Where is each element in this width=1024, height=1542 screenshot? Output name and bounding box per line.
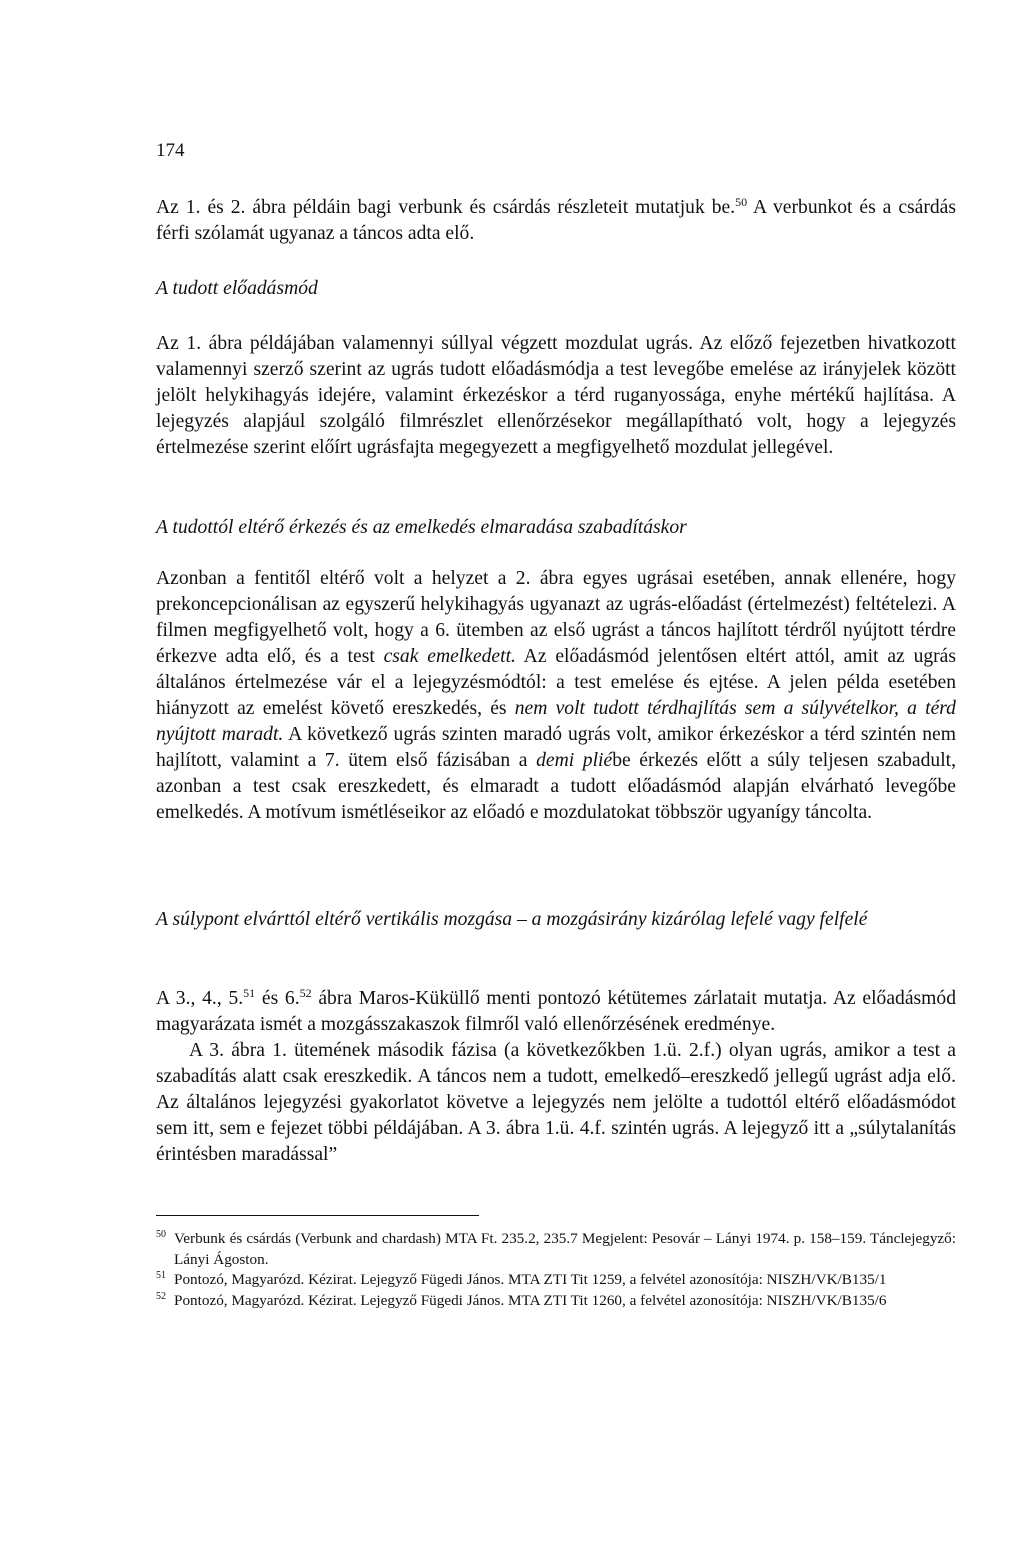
section-3-body — [156, 986, 956, 1168]
footnotes — [156, 1229, 956, 1311]
footnote-text: Verbunk és csárdás (Verbunk and chardash) MTA Ft. 235.2, 235.7 Megjelent: Pesovár – Lányi 1974. p. 158–159. Tánclejegyző: Lányi Ágoston. — [174, 1230, 956, 1268]
section-3-paragraph-1 — [156, 986, 956, 1038]
section-3-text-1c: ábra Maros-Küküllő menti pontozó kétütemes zárlatait mutatja. Az előadásmód magyarázata ismét a mozgásszakaszok filmről való ellenőrzésének eredménye. — [156, 988, 956, 1035]
intro-block — [156, 195, 956, 247]
footnote-51 — [156, 1270, 956, 1291]
section-2-heading: A tudottól eltérő érkezés és az emelkedés elmaradása szabadításkor — [156, 517, 687, 538]
section-2-text-1: Azonban a fentitől eltérő volt a helyzet a 2. ábra egyes ugrásai esetében, annak ellenére, hogy prekoncepcionálisan az egyszerű helykihagyás ugyanazt az ugrás-előadást (értelmezést) feltételezi. A filmen megfigyelhető volt, hogy a 6. ütemben az első ugrást a táncos hajlított térdről nyújtott térdre érkezve adta elő, és a test — [156, 568, 956, 667]
footnote-number: 50 — [156, 1229, 166, 1240]
section-2 — [156, 515, 956, 541]
section-3-text-1b: és 6. — [255, 988, 300, 1009]
section-1 — [156, 276, 956, 302]
section-3-heading: A súlypont elvárttól eltérő vertikális mozgása – a mozgásirány kizárólag lefelé vagy felfelé — [156, 909, 868, 930]
intro-paragraph — [156, 195, 956, 247]
section-3-paragraph-2: A 3. ábra 1. ütemének második fázisa (a következőkben 1.ü. 2.f.) olyan ugrás, amikor a test a szabadítás alatt csak ereszkedik. A táncos nem a tudott, emelkedő–ereszkedő jellegű ugrást adja elő. Az általános lejegyzési gyakorlatot követve a lejegyzés nem jelölte a tudottól eltérő előadásmódot sem itt, sem e fejezet többi példájában. A 3. ábra 1.ü. 4.f. szintén ugrás. A lejegyző itt a „súlytalanítás érintésben maradással” — [156, 1040, 956, 1165]
section-3-text-1a: A 3., 4., 5. — [156, 988, 244, 1009]
section-1-body — [156, 331, 956, 461]
section-2-text-3: A következő ugrás szinten maradó ugrás volt, amikor érkezéskor a térd szintén nem hajlított, valamint a 7. ütem első fázisában a — [156, 724, 956, 771]
section-2-body — [156, 566, 956, 826]
footnote-ref-51[interactable]: 51 — [243, 986, 256, 1000]
footnote-50 — [156, 1229, 956, 1270]
footnote-ref-50[interactable]: 50 — [735, 195, 748, 209]
section-2-text-2: Az előadásmód jelentősen eltért attól, amit az ugrás általános értelmezése vár el a lejegyzésmódtól: a test emelése és ejtése. A jelen példa esetében hiányzott az emelést követő ereszkedés, és — [156, 646, 957, 719]
footnote-ref-52[interactable]: 52 — [299, 986, 312, 1000]
section-2-text-4: be érkezés előtt a súly teljesen szabadult, azonban a test csak ereszkedett, és elmaradt a tudott előadásmód alapján elvárható levegőbe emelkedés. A motívum ismétléseikor az előadó e mozdulatokat többször ugyanígy táncolta. — [156, 750, 956, 823]
section-1-heading: A tudott előadásmód — [156, 278, 318, 299]
section-2-paragraph — [156, 566, 956, 826]
intro-text-a: Az 1. és 2. ábra példáin bagi verbunk és csárdás részleteit mutatjuk be. — [156, 197, 736, 218]
footnote-52 — [156, 1291, 956, 1312]
section-3 — [156, 907, 956, 933]
section-2-italic-3: demi plié — [536, 750, 613, 771]
section-2-italic-1: csak emelkedett. — [383, 646, 516, 667]
footnote-text: Pontozó, Magyarózd. Kézirat. Lejegyző Fügedi János. MTA ZTI Tit 1259, a felvétel azonosítója: NISZH/VK/B135/1 — [174, 1271, 887, 1288]
section-1-paragraph: Az 1. ábra példájában valamennyi súllyal végzett mozdulat ugrás. Az előző fejezetben hivatkozott valamennyi szerző szerint az ugrás tudott előadásmódja a test levegőbe emelése az irányjelek között jelölt helykihagyás idejére, valamint érkezéskor a térd ruganyossága, enyhe mértékű hajlítása. A lejegyzés alapjául szolgáló filmrészlet ellenőrzésekor megállapítható volt, hogy a lejegyzés értelmezése szerint előírt ugrásfajta megegyezett a megfigyelhető mozdulat jellegével. — [156, 333, 956, 458]
footnote-divider — [156, 1215, 479, 1216]
section-2-italic-2: nem volt tudott térdhajlítás sem a súlyvételkor, a térd nyújtott maradt. — [156, 698, 956, 745]
footnote-text: Pontozó, Magyarózd. Kézirat. Lejegyző Fügedi János. MTA ZTI Tit 1260, a felvétel azonosítója: NISZH/VK/B135/6 — [174, 1291, 887, 1309]
footnote-number: 51 — [156, 1270, 166, 1281]
page-number: 174 — [156, 140, 185, 161]
footnote-number: 52 — [156, 1290, 166, 1302]
intro-text-b: A verbunkot és a csárdás férfi szólamát ugyanaz a táncos adta elő. — [156, 197, 957, 244]
